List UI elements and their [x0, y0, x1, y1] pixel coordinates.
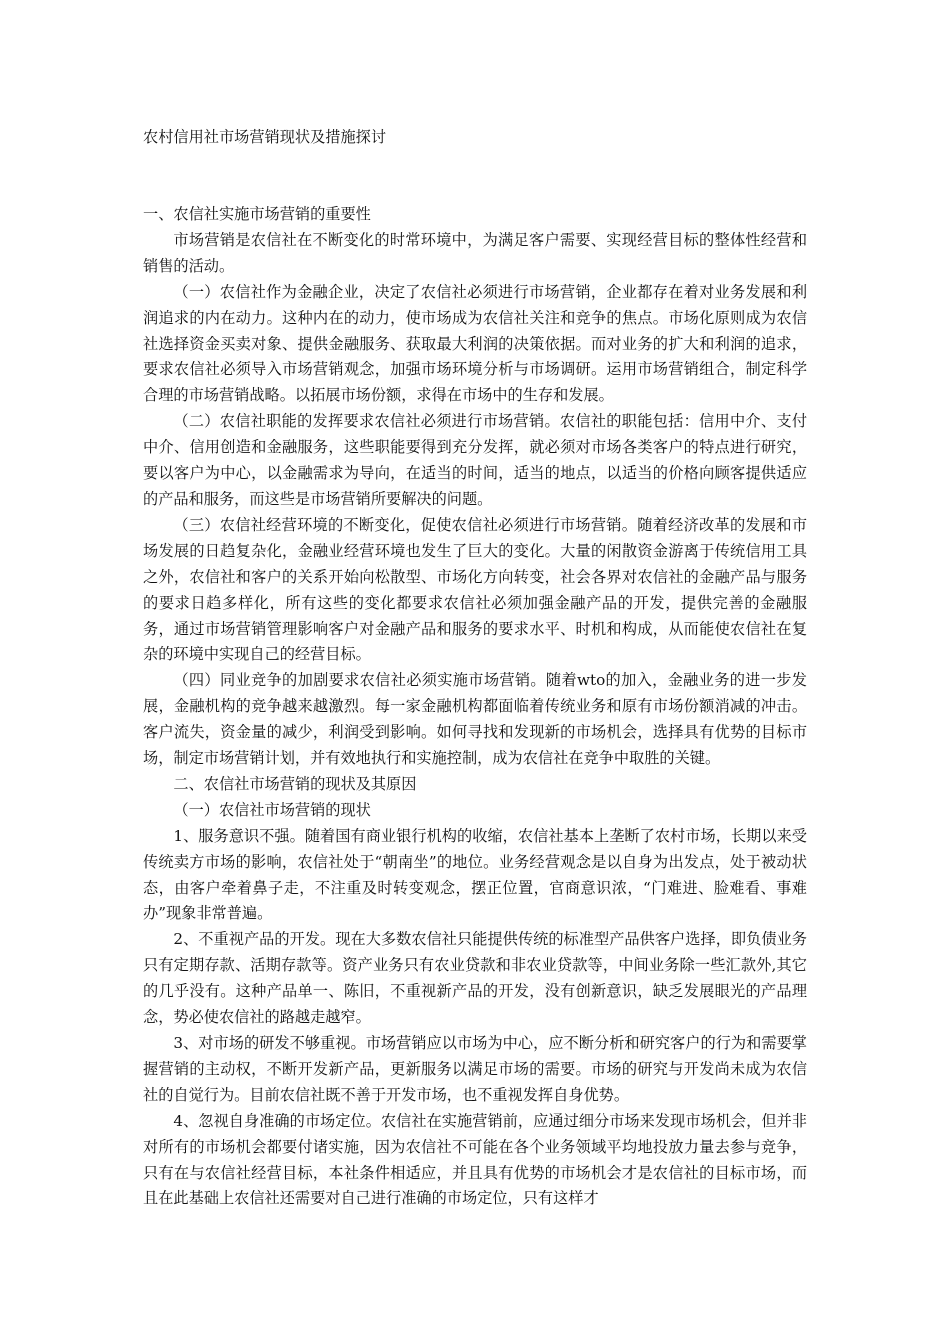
- title-spacer: [143, 150, 807, 202]
- list-item-3: 3、对市场的研发不够重视。市场营销应以市场为中心，应不断分析和研究客户的行为和需要掌握营销的主动权，不断开发新产品，更新服务以满足市场的需要。市场的研究与开发尚未成为农信社的自觉行为。目前农信社既不善于开发市场，也不重视发挥自身优势。: [143, 1034, 807, 1104]
- paragraph-point-1: （一）农信社作为金融企业，决定了农信社必须进行市场营销，企业都存在着对业务发展和利润追求的内在动力。这种内在的动力，使市场成为农信社关注和竞争的焦点。市场化原则成为农信社选择资金买卖对象、提供金融服务、获取最大利润的决策依据。而对业务的扩大和利润的追求，要求农信社必须导入市场营销观念，加强市场环境分析与市场调研。运用市场营销组合，制定科学合理的市场营销战略。以拓展市场份额，求得在市场中的生存和发展。: [143, 282, 807, 405]
- document-title: 农村信用社市场营销现状及措施探讨: [143, 128, 386, 146]
- section-heading-2: 二、农信社市场营销的现状及其原因: [173, 774, 417, 793]
- list-item-4: 4、忽视自身准确的市场定位。农信社在实施营销前，应通过细分市场来发现市场机会，但并非对所有的市场机会都要付诸实施，因为农信社不可能在各个业务领域平均地投放力量去参与竞争，只有在与农信社经营目标，本社条件相适应，并且具有优势的市场机会才是农信社的目标市场，而且在此基础上农信社还需要对自己进行准确的市场定位，只有这样才: [143, 1111, 807, 1208]
- paragraph-intro: 市场营销是农信社在不断变化的时常环境中，为满足客户需要、实现经营目标的整体性经营和销售的活动。: [143, 230, 807, 275]
- document-body: [143, 124, 807, 1212]
- paragraph-point-2: （二）农信社职能的发挥要求农信社必须进行市场营销。农信社的职能包括：信用中介、支付中介、信用创造和金融服务，这些职能要得到充分发挥，就必须对市场各类客户的特点进行研究，要以客户为中心，以金融需求为导向，在适当的时间，适当的地点，以适当的价格向顾客提供适应的产品和服务，而这些是市场营销所要解决的问题。: [143, 412, 807, 508]
- list-item-1: 1、服务意识不强。随着国有商业银行机构的收缩，农信社基本上垄断了农村市场，长期以来受传统卖方市场的影响，农信社处于“朝南坐”的地位。业务经营观念是以自身为出发点，处于被动状态，由客户牵着鼻子走，不注重及时转变观念，摆正位置，官商意识浓，“门难进、脸难看、事难办”现象非常普遍。: [143, 826, 807, 923]
- paragraph-point-4: （四）同业竞争的加剧要求农信社必须实施市场营销。随着wto的加入，金融业务的进一步发展，金融机构的竞争越来越激烈。每一家金融机构都面临着传统业务和原有市场份额消减的冲击。客户流失，资金量的减少，利润受到影响。如何寻找和发现新的市场机会，选择具有优势的目标市场，制定市场营销计划，并有效地执行和实施控制，成为农信社在竞争中取胜的关键。: [143, 671, 807, 768]
- paragraph-point-3: （三）农信社经营环境的不断变化，促使农信社必须进行市场营销。随着经济改革的发展和市场发展的日趋复杂化，金融业经营环境也发生了巨大的变化。大量的闲散资金游离于传统信用工具之外，农信社和客户的关系开始向松散型、市场化方向转变，社会各界对农信社的金融产品与服务的要求日趋多样化，所有这些的变化都要求农信社必须加强金融产品的开发，提供完善的金融服务，通过市场营销管理影响客户对金融产品和服务的要求水平、时机和构成，从而能使农信社在复杂的环境中实现自己的经营目标。: [143, 515, 807, 664]
- list-item-2: 2、不重视产品的开发。现在大多数农信社只能提供传统的标准型产品供客户选择，即负债业务只有定期存款、活期存款等。资产业务只有农业贷款和非农业贷款等，中间业务除一些汇款外,其它的几乎没有。这种产品单一、陈旧，不重视新产品的开发，没有创新意识，缺乏发展眼光的产品理念，势必使农信社的路越走越窄。: [143, 930, 807, 1027]
- sub-heading-status: （一）农信社市场营销的现状: [173, 800, 371, 819]
- section-heading-1: 一、农信社实施市场营销的重要性: [143, 205, 371, 223]
